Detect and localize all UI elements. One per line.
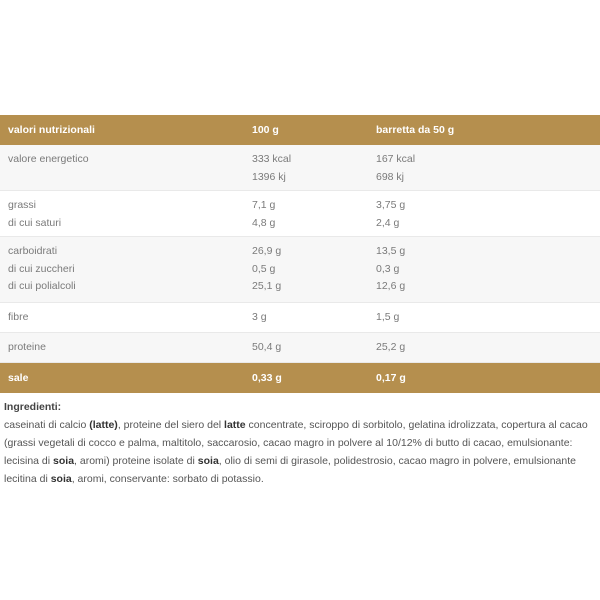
value-line: 50,4 g [252,341,282,353]
row-label-line: proteine [8,341,46,353]
value-line: 1396 kj [252,170,286,183]
ingredient-part: , aromi) proteine isolate di [74,455,198,467]
ingredient-part: concentrate, sciroppo di sorbitolo, gelatina idrolizzata, copertura al cacao (grassi vegetali di cocco e palma, maltitolo, saccarosio, cacao magro in polvere al 10/12% di butto di cacao, emulsionante: lecisina di [4,419,588,467]
row-label-line: di cui polialcoli [8,280,76,292]
table-row-carbs [0,237,600,303]
allergen-text: latte [224,419,246,431]
allergen-text: soia [197,455,219,467]
row-label [0,303,244,332]
footer-per-100g: 0,33 g [252,372,282,384]
value-line: 2,4 g [376,216,400,229]
value-line: 698 kj [376,170,405,183]
row-per-bar [368,303,600,332]
value-line: 12,6 g [376,280,406,292]
header-per-bar: barretta da 50 g [376,124,455,136]
row-per-100g [244,145,368,190]
row-label [0,191,244,236]
row-label-line: fibre [8,311,29,323]
value-line: 0,3 g [376,262,400,275]
value-line: 25,1 g [252,280,282,292]
ingredients-section [4,398,596,488]
value-line: 167 kcal [376,153,416,165]
row-per-100g [244,333,368,362]
row-label-line: di cui saturi [8,216,62,229]
row-per-100g [244,191,368,236]
value-line: 4,8 g [252,216,276,229]
row-per-bar [368,145,600,190]
row-label [0,237,244,302]
ingredient-part: , aromi, conservante: sorbato di potassio. [71,473,264,485]
row-label-line: carboidrati [8,245,58,257]
row-label-line: valore energetico [8,153,89,165]
value-line: 25,2 g [376,341,406,353]
allergen-text: soia [50,473,72,485]
value-line: 3,75 g [376,199,406,211]
value-line: 1,5 g [376,311,400,323]
table-row-salt [0,363,600,393]
value-line: 7,1 g [252,199,276,211]
value-line: 3 g [252,311,267,323]
row-label-line: grassi [8,199,37,211]
table-header-row [0,115,600,145]
table-row-fats [0,191,600,237]
row-per-100g [244,237,368,302]
value-line: 0,5 g [252,262,276,275]
row-label [0,145,244,190]
ingredient-part: , olio di semi di girasole, polidestrosio, cacao magro in polvere, emulsionante lecitina di [4,455,576,485]
header-label: valori nutrizionali [8,124,95,136]
row-label [0,333,244,362]
ingredients-text [4,419,588,485]
row-per-bar [368,191,600,236]
ingredients-title: Ingredienti: [4,401,62,413]
ingredient-part: caseinati di calcio [4,419,90,431]
value-line: 13,5 g [376,245,406,257]
footer-per-bar: 0,17 g [376,372,406,384]
value-line: 333 kcal [252,153,292,165]
nutrition-table [0,115,600,393]
ingredient-part: , proteine del siero del [117,419,225,431]
row-label-line: di cui zuccheri [8,262,75,275]
allergen-text: soia [53,455,75,467]
row-per-100g [244,303,368,332]
value-line: 26,9 g [252,245,282,257]
footer-label: sale [8,372,29,384]
table-row-protein [0,333,600,363]
row-per-bar [368,237,600,302]
row-per-bar [368,333,600,362]
header-per-100g: 100 g [252,124,279,136]
table-row-energy [0,145,600,191]
allergen-text: (latte) [89,419,118,431]
table-row-fibre [0,303,600,333]
